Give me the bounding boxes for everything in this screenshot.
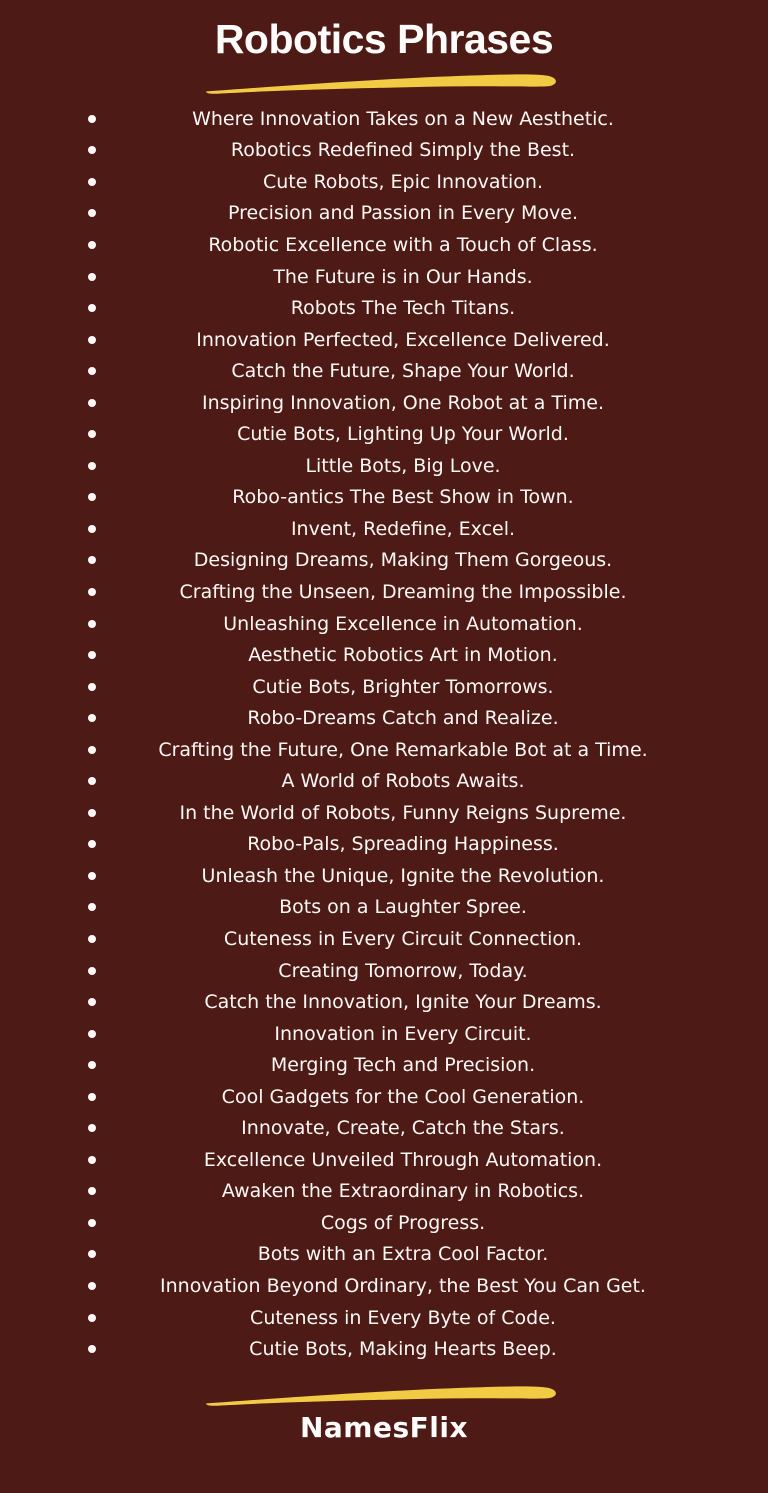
bullet-icon xyxy=(88,651,96,659)
list-item xyxy=(0,765,768,797)
phrase-text: Innovation in Every Circuit. xyxy=(274,1022,532,1045)
phrase-text: Cutie Bots, Lighting Up Your World. xyxy=(237,423,569,446)
list-item xyxy=(0,1144,768,1176)
bullet-icon xyxy=(88,493,96,501)
list-item xyxy=(0,1081,768,1113)
phrase-text: Robo-Pals, Spreading Happiness. xyxy=(247,833,559,856)
phrase-text: Cuteness in Every Byte of Code. xyxy=(250,1306,556,1329)
phrase-text: Robots The Tech Titans. xyxy=(290,297,516,320)
bullet-icon xyxy=(88,1030,96,1038)
list-item xyxy=(0,1333,768,1365)
list-item xyxy=(0,261,768,293)
bullet-icon xyxy=(88,241,96,249)
bullet-icon xyxy=(88,367,96,375)
list-item xyxy=(0,482,768,514)
phrase-text: Merging Tech and Precision. xyxy=(270,1054,536,1077)
bullet-icon xyxy=(88,115,96,123)
bullet-icon xyxy=(88,1156,96,1164)
phrase-text: Robo-Dreams Catch and Realize. xyxy=(247,707,559,730)
phrase-text: Bots on a Laughter Spree. xyxy=(279,896,527,919)
bullet-icon xyxy=(88,178,96,186)
bullet-icon xyxy=(88,777,96,785)
bullet-icon xyxy=(88,998,96,1006)
bullet-icon xyxy=(88,809,96,817)
bullet-icon xyxy=(88,1314,96,1322)
phrase-text: Unleashing Excellence in Automation. xyxy=(223,612,583,635)
phrases-list xyxy=(0,103,768,1365)
list-item xyxy=(0,229,768,261)
bullet-icon xyxy=(88,1345,96,1353)
bullet-icon xyxy=(88,430,96,438)
phrase-text: Aesthetic Robotics Art in Motion. xyxy=(248,644,558,667)
brand-name: NamesFlix xyxy=(299,1410,469,1444)
list-item xyxy=(0,1018,768,1050)
list-item xyxy=(0,135,768,167)
list-item xyxy=(0,387,768,419)
list-item xyxy=(0,797,768,829)
list-item xyxy=(0,1239,768,1271)
bullet-icon xyxy=(88,525,96,533)
phrase-text: Awaken the Extraordinary in Robotics. xyxy=(221,1180,585,1203)
list-item xyxy=(0,418,768,450)
phrase-text: Bots with an Extra Cool Factor. xyxy=(257,1243,549,1266)
phrase-text: Cool Gadgets for the Cool Generation. xyxy=(221,1085,585,1108)
list-item xyxy=(0,671,768,703)
phrase-text: Crafting the Unseen, Dreaming the Impossible. xyxy=(179,580,627,603)
phrase-text: Robotic Excellence with a Touch of Class. xyxy=(208,233,598,256)
list-item xyxy=(0,324,768,356)
bullet-icon xyxy=(88,304,96,312)
phrase-text: Excellence Unveiled Through Automation. xyxy=(203,1148,603,1171)
title-underline-brush xyxy=(0,70,768,96)
bullet-icon xyxy=(88,273,96,281)
list-item xyxy=(0,734,768,766)
list-item xyxy=(0,1049,768,1081)
list-item xyxy=(0,576,768,608)
bullet-icon xyxy=(88,746,96,754)
bullet-icon xyxy=(88,903,96,911)
phrase-text: Cuteness in Every Circuit Connection. xyxy=(223,927,583,950)
list-item xyxy=(0,892,768,924)
phrase-text: Where Innovation Takes on a New Aesthetic. xyxy=(192,107,614,130)
list-item xyxy=(0,198,768,230)
phrase-text: Unleash the Unique, Ignite the Revolution. xyxy=(201,864,605,887)
bullet-icon xyxy=(88,714,96,722)
list-item xyxy=(0,829,768,861)
list-item xyxy=(0,860,768,892)
phrase-text: The Future is in Our Hands. xyxy=(273,265,533,288)
bullet-icon xyxy=(88,1061,96,1069)
bullet-icon xyxy=(88,1124,96,1132)
bullet-icon xyxy=(88,209,96,217)
list-item xyxy=(0,513,768,545)
list-item xyxy=(0,923,768,955)
phrase-text: A World of Robots Awaits. xyxy=(281,770,525,793)
list-item xyxy=(0,955,768,987)
phrase-text: Invent, Redefine, Excel. xyxy=(290,517,516,540)
bullet-icon xyxy=(88,683,96,691)
bullet-icon xyxy=(88,1282,96,1290)
bullet-icon xyxy=(88,620,96,628)
phrase-text: Innovation Beyond Ordinary, the Best You Can Get. xyxy=(160,1275,646,1297)
phrase-text: Crafting the Future, One Remarkable Bot at a Time. xyxy=(158,738,648,761)
bullet-icon xyxy=(88,1219,96,1227)
bullet-icon xyxy=(88,336,96,344)
bullet-icon xyxy=(88,462,96,470)
phrase-text: Cute Robots, Epic Innovation. xyxy=(262,170,544,193)
bullet-icon xyxy=(88,588,96,596)
footer-underline-brush xyxy=(0,1382,768,1408)
list-item xyxy=(0,608,768,640)
list-item xyxy=(0,1176,768,1208)
bullet-icon xyxy=(88,872,96,880)
phrase-text: Cutie Bots, Brighter Tomorrows. xyxy=(252,675,554,698)
phrase-text: Catch the Innovation, Ignite Your Dreams. xyxy=(204,991,602,1014)
list-item xyxy=(0,639,768,671)
phrase-text: Robo-antics The Best Show in Town. xyxy=(232,486,574,509)
phrase-text: Creating Tomorrow, Today. xyxy=(278,959,528,982)
list-item xyxy=(0,702,768,734)
bullet-icon xyxy=(88,556,96,564)
list-item xyxy=(0,1302,768,1334)
brush-stroke-icon xyxy=(203,70,565,96)
phrase-text: Designing Dreams, Making Them Gorgeous. xyxy=(193,549,613,572)
phrase-text: Cutie Bots, Making Hearts Beep. xyxy=(249,1338,557,1361)
phrase-text: Catch the Future, Shape Your World. xyxy=(231,360,575,383)
list-item xyxy=(0,355,768,387)
brush-stroke-icon xyxy=(203,1382,565,1408)
phrase-text: Robotics Redefined Simply the Best. xyxy=(230,139,576,162)
phrase-text: Precision and Passion in Every Move. xyxy=(227,202,578,225)
list-item xyxy=(0,1270,768,1302)
phrase-text: Innovation Perfected, Excellence Delivered. xyxy=(196,328,610,351)
list-item xyxy=(0,986,768,1018)
phrase-text: Cogs of Progress. xyxy=(320,1211,486,1234)
page-title: Robotics Phrases xyxy=(214,16,554,62)
bullet-icon xyxy=(88,1250,96,1258)
bullet-icon xyxy=(88,1093,96,1101)
list-item xyxy=(0,292,768,324)
bullet-icon xyxy=(88,399,96,407)
phrase-text: Innovate, Create, Catch the Stars. xyxy=(241,1117,565,1140)
phrase-text: In the World of Robots, Funny Reigns Supreme. xyxy=(179,801,627,824)
bullet-icon xyxy=(88,967,96,975)
bullet-icon xyxy=(88,935,96,943)
list-item xyxy=(0,1113,768,1145)
list-item xyxy=(0,545,768,577)
bullet-icon xyxy=(88,840,96,848)
phrase-text: Little Bots, Big Love. xyxy=(305,454,501,477)
bullet-icon xyxy=(88,1187,96,1195)
list-item xyxy=(0,166,768,198)
phrase-text: Inspiring Innovation, One Robot at a Time. xyxy=(201,391,604,414)
list-item xyxy=(0,1207,768,1239)
list-item xyxy=(0,450,768,482)
bullet-icon xyxy=(88,146,96,154)
list-item xyxy=(0,103,768,135)
